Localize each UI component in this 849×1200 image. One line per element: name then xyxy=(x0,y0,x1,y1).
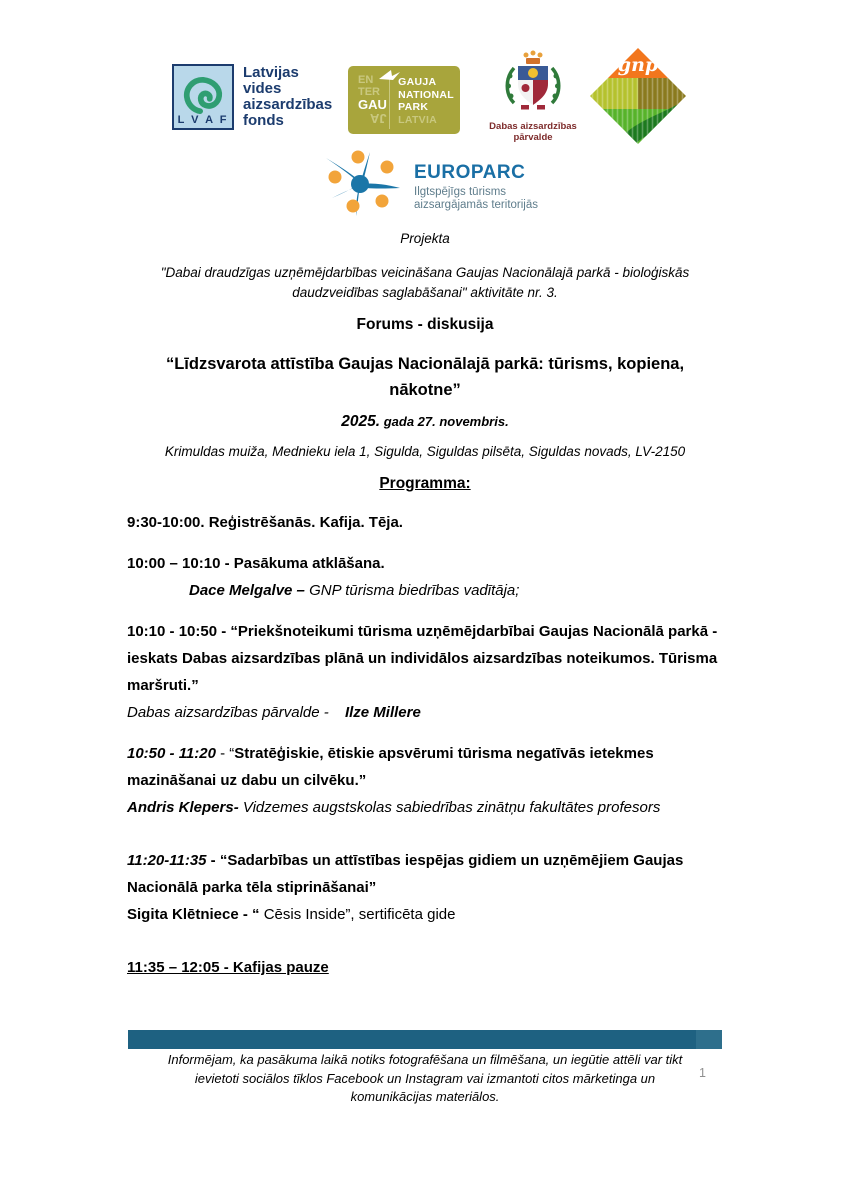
event-title-line: nākotne” xyxy=(389,381,461,399)
dap-caption-line: pārvalde xyxy=(513,132,553,143)
event-title-line: “Līdzsvarota attīstība Gaujas Nacionālajā parkā: tūrisms, kopiena, xyxy=(165,355,685,373)
gnp-word-line: PARK xyxy=(398,101,429,113)
bird-icon xyxy=(378,68,402,81)
gnp-word-line: GAUJA xyxy=(398,76,437,88)
event-title xyxy=(127,351,723,403)
footer-bar-cap xyxy=(696,1030,722,1049)
enter-gauja-line: GAU xyxy=(358,97,387,112)
program-item-coffee-break xyxy=(127,954,723,981)
lvaf-name-line: fonds xyxy=(243,112,284,129)
program-item-opening xyxy=(127,550,723,604)
speaker-name: Andris Klepers- xyxy=(127,799,239,816)
program-item-speaker xyxy=(127,901,723,928)
lvaf-name-line: Latvijas xyxy=(243,64,299,81)
item-time: 11:20-11:35 xyxy=(127,852,207,869)
gnp-monogram: gnp xyxy=(617,54,659,76)
lvaf-letters: L V A F xyxy=(177,114,229,126)
europarc-tagline-line: Ilgtspējīgs tūrisms xyxy=(414,186,507,198)
speaker-role: Vidzemes augstskolas sabiedrības zinātņu fakultātes profesors xyxy=(238,799,661,816)
gnp-word-line: LATVIA xyxy=(398,113,438,126)
lvaf-logo xyxy=(172,64,332,130)
item-title: “Priekšnoteikumi tūrisma uzņēmējdarbībai Gaujas Nacionālā parkā - ieskats Dabas aizsardzības plānā un individālos aizsardzības noteikumos. Tūrisma maršruti.” xyxy=(127,623,718,694)
program-item-time-title xyxy=(127,618,723,699)
divider xyxy=(389,74,390,129)
program-item-speaker xyxy=(127,699,723,726)
europarc-logo xyxy=(320,146,538,220)
dap-caption xyxy=(485,121,581,143)
lvaf-emblem xyxy=(172,64,234,130)
event-venue: Krimuldas muiža, Mednieku iela 1, Sigulda, Siguldas pilsēta, Siguldas novads, LV-2150 xyxy=(164,444,686,459)
gauja-national-park-wordmark xyxy=(398,74,454,129)
gnp-word-line: NATIONAL xyxy=(398,88,454,101)
item-title: Stratēģiskie, ētiskie apsvērumi tūrisma negatīvās ietekmes mazināšanai uz dabu un cilvēku.” xyxy=(127,745,654,789)
europarc-tagline xyxy=(414,186,538,212)
speaker-name: Sigita Klētniece - “ xyxy=(127,906,260,923)
speaker-org: Dabas aizsardzības pārvalde - xyxy=(127,704,333,721)
europarc-text xyxy=(414,146,538,212)
footer-bar xyxy=(128,1030,722,1049)
europarc-star-icon xyxy=(320,146,404,220)
project-kicker: Projekta xyxy=(400,231,450,246)
program-item-strategic xyxy=(127,740,723,821)
program-item-speaker xyxy=(127,794,723,821)
dap-caption-line: Dabas aizsardzības xyxy=(489,121,577,132)
enter-gauja-line: EN xyxy=(358,74,374,86)
project-description-line: "Dabai draudzīgas uzņēmējdarbības veicināšana Gaujas Nacionālajā parkā - bioloģiskās xyxy=(160,265,690,280)
photo-notice-line: komunikācijas materiālos. xyxy=(350,1089,500,1104)
europarc-name: EUROPARC xyxy=(414,162,526,183)
event-date-year: 2025. xyxy=(341,413,381,430)
enter-gauja-logo xyxy=(348,66,460,134)
page-number: 1 xyxy=(699,1066,706,1080)
program-heading-text: Programma: xyxy=(379,475,471,492)
program-item-speaker xyxy=(127,577,723,604)
lvaf-name xyxy=(243,65,332,129)
speaker-name: Ilze Millere xyxy=(344,704,421,721)
enter-gauja-line: TER xyxy=(358,86,380,98)
lvaf-name-line: vides xyxy=(243,80,282,97)
photo-notice-line: Informējam, ka pasākuma laikā notiks fotografēšana un filmēšana, un iegūtie attēli var tikt xyxy=(167,1052,683,1067)
program-item-time-title: 10:00 – 10:10 - Pasākuma atklāšana. xyxy=(127,555,385,572)
program-item-registration: 9:30-10:00. Reģistrēšanās. Kafija. Tēja. xyxy=(127,514,403,531)
photo-notice xyxy=(127,1051,723,1107)
project-description-line: daudzveidības saglabāšanai" aktivitāte nr. 3. xyxy=(292,285,558,300)
program-item-time-title xyxy=(127,740,723,794)
program-item-preconditions xyxy=(127,618,723,726)
gnp-diamond-logo xyxy=(586,44,690,153)
europarc-tagline-line: aizsargājamās teritorijās xyxy=(414,199,538,211)
coffee-break-text: 11:35 – 12:05 - Kafijas pauze xyxy=(127,959,329,976)
lvaf-swirl-icon xyxy=(181,76,225,114)
item-title: - “Sadarbības un attīstības iespējas gidiem un uzņēmējiem Gaujas Nacionālā parka tēla stiprināšanai” xyxy=(127,852,684,896)
item-time: 10:10 - 10:50 - xyxy=(127,623,231,640)
program-item-time-title xyxy=(127,847,723,901)
latvia-coat-of-arms-icon xyxy=(504,50,562,114)
lvaf-name-line: aizsardzības xyxy=(243,96,333,113)
event-date xyxy=(127,413,723,431)
photo-notice-line: ievietoti sociālos tīklos Facebook un Instagram vai izmantoti citos mārketinga un xyxy=(194,1070,656,1086)
gnp-diamond-icon xyxy=(586,44,690,148)
event-date-rest: gada 27. novembris. xyxy=(380,414,509,429)
project-description xyxy=(127,263,723,303)
item-time: 10:50 - 11:20 xyxy=(127,745,216,762)
item-separator: - “ xyxy=(215,745,235,762)
enter-gauja-line-flipped: JA xyxy=(370,111,387,126)
speaker-name: Dace Melgalve – xyxy=(189,582,305,599)
event-type: Forums - diskusija xyxy=(356,316,494,333)
speaker-role: Cēsis Inside”, sertificēta gide xyxy=(259,906,456,923)
dabas-aizsardzibas-parvalde-logo xyxy=(485,50,581,143)
enter-gauja-wordmark xyxy=(358,74,387,129)
program-heading xyxy=(127,475,723,493)
program-item-cooperation xyxy=(127,847,723,928)
speaker-role: GNP tūrisma biedrības vadītāja; xyxy=(304,582,520,599)
